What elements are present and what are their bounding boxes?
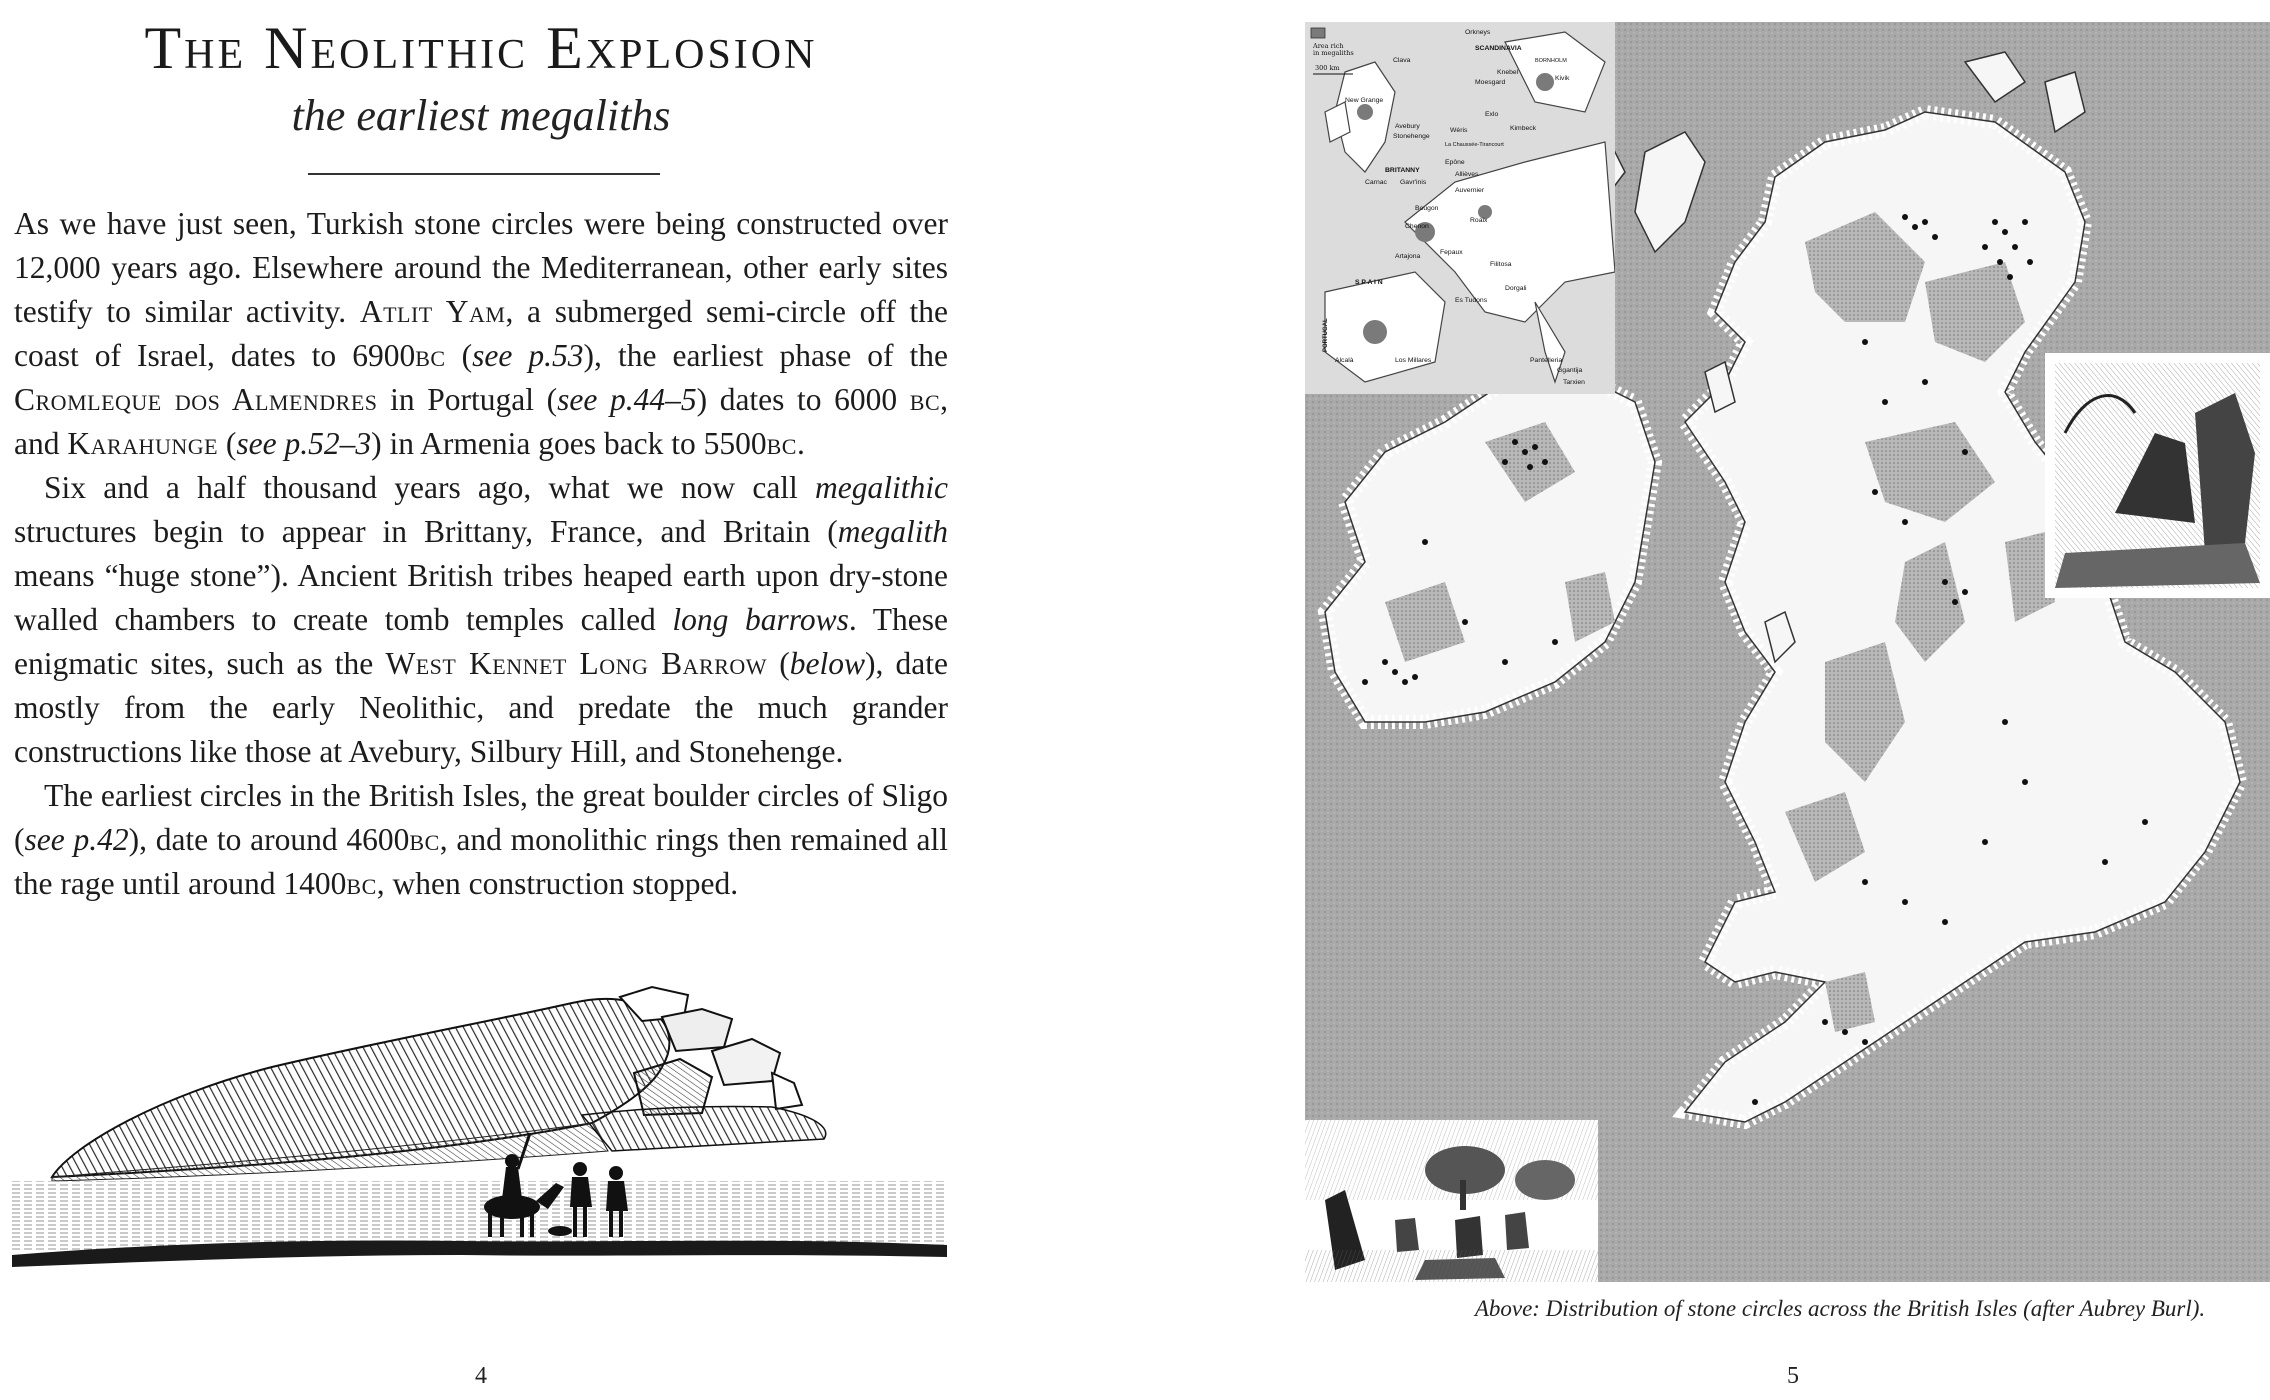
paragraph-3	[14, 774, 948, 906]
label-clava: Clava	[1393, 57, 1411, 64]
label-bornholm: BORNHOLM	[1535, 58, 1567, 64]
label-orkneys: Orkneys	[1465, 29, 1491, 36]
emphasis: megalithic	[815, 470, 948, 505]
label-tarxien: Tarxien	[1563, 379, 1585, 386]
long-barrow-engraving	[12, 955, 947, 1310]
barrow-mound	[52, 999, 669, 1181]
label-new-grange: New Grange	[1345, 97, 1384, 104]
text-run: ) dates to 6000	[696, 382, 910, 417]
text-run: ), the earliest phase of the	[583, 338, 948, 373]
emphasis: below	[789, 646, 865, 681]
text-run: (	[767, 646, 790, 681]
legend-text-1: Area rich	[1313, 42, 1344, 50]
legend-swatch	[1311, 28, 1325, 38]
dolmen-engraving	[2045, 353, 2270, 598]
label-gavrinis: Gavr'inis	[1400, 179, 1427, 186]
legend-text-2: in megaliths	[1313, 49, 1354, 57]
map-caption: Above: Distribution of stone circles across the British Isles (after Aubrey Burl).	[1474, 1296, 2206, 1321]
text-run: . These enigmatic sites, such as the	[14, 602, 948, 681]
text-run: .	[796, 426, 805, 461]
page-reference: see p.42	[24, 822, 129, 857]
text-run: structures begin to appear in Brittany, France, and Britain (	[14, 514, 838, 549]
label-dorgali: Dorgali	[1505, 285, 1527, 292]
text-run: in Portugal (	[377, 382, 558, 417]
text-run: , and	[14, 382, 948, 461]
label-scandinavia: SCANDINAVIA	[1475, 45, 1522, 52]
label-avebury: Avebury	[1395, 123, 1420, 130]
label-roaix: Roaix	[1470, 217, 1488, 224]
label-artajona: Artajona	[1395, 253, 1421, 260]
label-fepaux: Fepaux	[1440, 249, 1463, 256]
page-reference: see p.53	[472, 338, 584, 373]
page-number-left: 4	[475, 1363, 487, 1389]
site-name-atlit-yam: Atlit Yam	[359, 294, 506, 329]
text-run: , when construction stopped.	[376, 866, 739, 901]
text-run: As we have just seen, Turkish stone circles were being constructed over 12,000 years ago. Elsewhere around the Mediterranean, other early sites testify to similar activity.	[14, 206, 948, 329]
label-allieves: Allièves	[1455, 171, 1479, 178]
page-reference: see p.52–3	[236, 426, 372, 461]
text-run: Six and a half thousand years ago, what we now call	[44, 470, 816, 505]
text-run: (	[445, 338, 473, 373]
label-kivik: Kivik	[1555, 75, 1570, 82]
label-alcala: Alcalà	[1335, 357, 1354, 364]
label-ggantija: Ggantija	[1557, 367, 1583, 374]
label-knebel: Knebel	[1497, 69, 1519, 76]
era-marker: bc	[409, 822, 440, 857]
text-run: , a submerged semi-circle off the coast of Israel, dates to 6900	[14, 294, 949, 373]
page-number-right: 5	[1787, 1363, 1799, 1389]
label-stonehenge: Stonehenge	[1393, 133, 1430, 140]
label-exlo: Exlo	[1485, 111, 1499, 118]
emphasis: megalith	[837, 514, 948, 549]
label-weris: Wéris	[1450, 127, 1468, 134]
scale-label: 300 km	[1315, 64, 1340, 72]
paragraph-1	[14, 202, 948, 466]
emphasis: long barrows	[672, 602, 849, 637]
text-run: , and monolithic rings then remained all the rage until around 1400	[14, 822, 948, 901]
text-run: ) in Armenia goes back to 5500	[371, 426, 767, 461]
label-portugal: PORTUGAL	[1323, 318, 1329, 352]
europe-inset-map	[1305, 22, 1615, 394]
era-marker: bc	[346, 866, 377, 901]
site-name-west-kennet: West Kennet Long Barrow	[385, 646, 768, 681]
text-run: The earliest circles in the British Isles, the great boulder circles of Sligo (	[14, 778, 948, 857]
label-bougon: Bougon	[1415, 205, 1439, 212]
text-run: (	[218, 426, 237, 461]
stone-circle-engraving	[1305, 1120, 1598, 1282]
label-filitosa: Filitosa	[1490, 261, 1512, 268]
page-subtitle: the earliest megaliths	[291, 91, 671, 140]
label-chenon: Chenon	[1405, 223, 1429, 230]
body-text	[14, 202, 948, 906]
era-marker: bc	[415, 338, 446, 373]
text-run: ), date to around 4600	[128, 822, 410, 857]
page-title: The Neolithic Explosion	[144, 15, 818, 81]
title-divider	[308, 173, 660, 175]
label-es-tudons: Es Tudons	[1455, 297, 1488, 304]
label-pantelleria: Pantelleria	[1530, 357, 1563, 364]
paragraph-2	[14, 466, 948, 774]
era-marker: bc	[909, 382, 941, 417]
label-kimbeck: Kimbeck	[1510, 125, 1537, 132]
text-run: ), date mostly from the early Neolithic, and predate the much grander constructions like those at Avebury, Silbury Hill, and Stonehenge.	[14, 646, 948, 769]
era-marker: bc	[766, 426, 797, 461]
label-carnac: Carnac	[1365, 179, 1387, 186]
label-epone: Epône	[1445, 159, 1465, 166]
right-page	[1135, 0, 2270, 1400]
label-spain: S P A I N	[1355, 279, 1383, 286]
label-britanny: BRITANNY	[1385, 167, 1420, 174]
site-name-karahunge: Karahunge	[67, 426, 219, 461]
page-reference: see p.44–5	[557, 382, 697, 417]
site-name-cromleque: Cromleque dos Almendres	[14, 382, 378, 417]
text-run: means “huge stone”). Ancient British tribes heaped earth upon dry-stone walled chambers to create tomb temples called	[14, 558, 948, 637]
label-auvernier: Auvernier	[1455, 187, 1485, 194]
label-moesgard: Moesgard	[1475, 79, 1506, 86]
label-los-millares: Los Millares	[1395, 357, 1432, 364]
plain-ground	[12, 1181, 947, 1251]
label-la-chaussee: La Chaussée-Tirancourt	[1445, 142, 1504, 148]
